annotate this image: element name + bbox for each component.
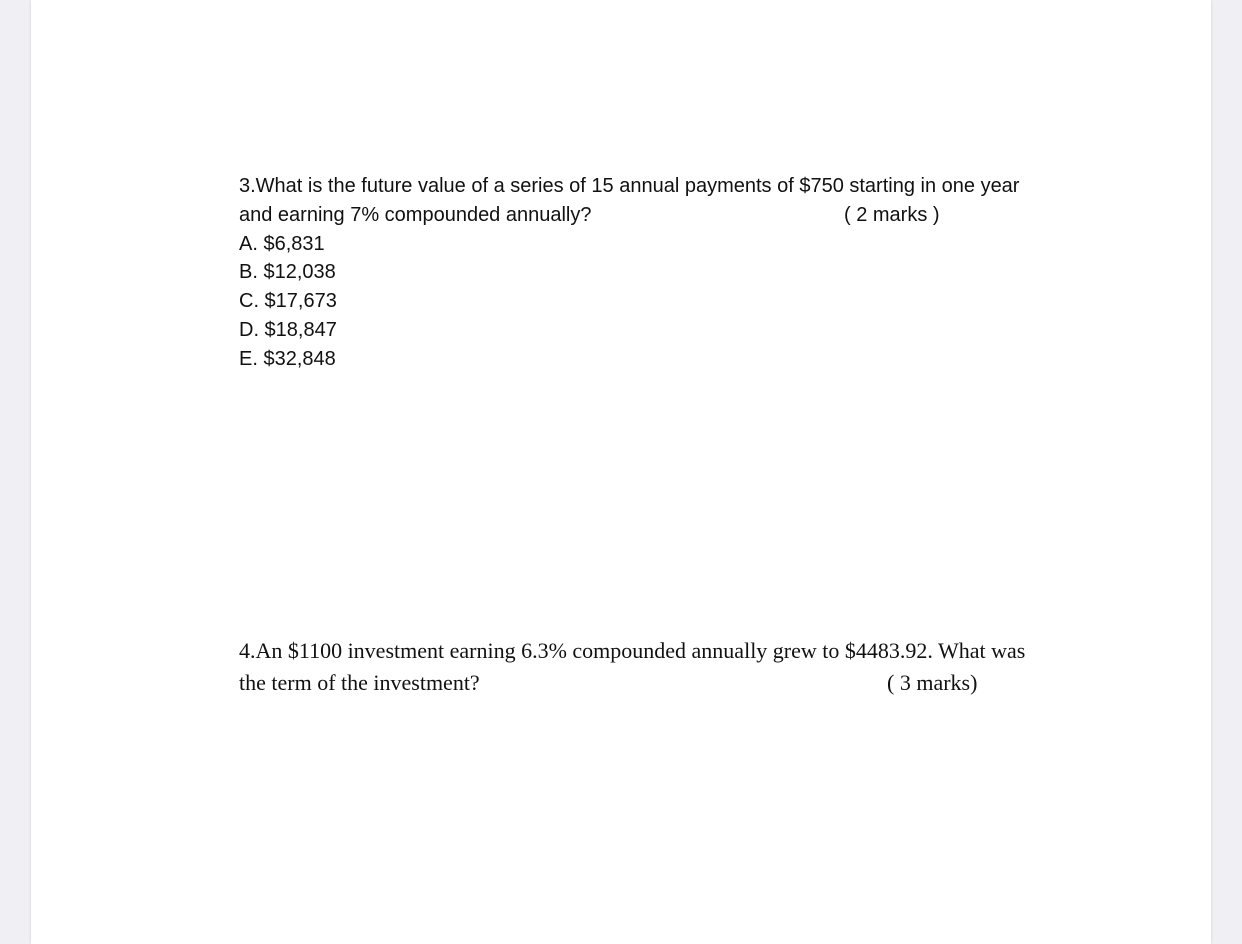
question-3	[239, 172, 1099, 374]
question-3-line-1: 3.What is the future value of a series of 15 annual payments of $750 starting in one year	[239, 175, 1020, 197]
option-e: E. $32,848	[239, 347, 336, 370]
question-4-marks: ( 3 marks)	[887, 670, 978, 695]
question-4-line-2	[239, 667, 1099, 699]
question-4	[239, 635, 1099, 699]
question-4-line-1: 4.An $1100 investment earning 6.3% compounded annually grew to $4483.92. What was	[239, 638, 1026, 663]
question-4-line-2-text: the term of the investment?	[239, 670, 480, 695]
document-page	[31, 0, 1211, 944]
question-3-line-2-text: and earning 7% compounded annually?	[239, 203, 592, 226]
option-a: A. $6,831	[239, 232, 325, 255]
option-b: B. $12,038	[239, 261, 336, 284]
question-3-marks: ( 2 marks )	[844, 203, 940, 226]
option-c: C. $17,673	[239, 290, 337, 313]
question-3-line-2	[239, 201, 1099, 230]
option-d: D. $18,847	[239, 318, 337, 341]
